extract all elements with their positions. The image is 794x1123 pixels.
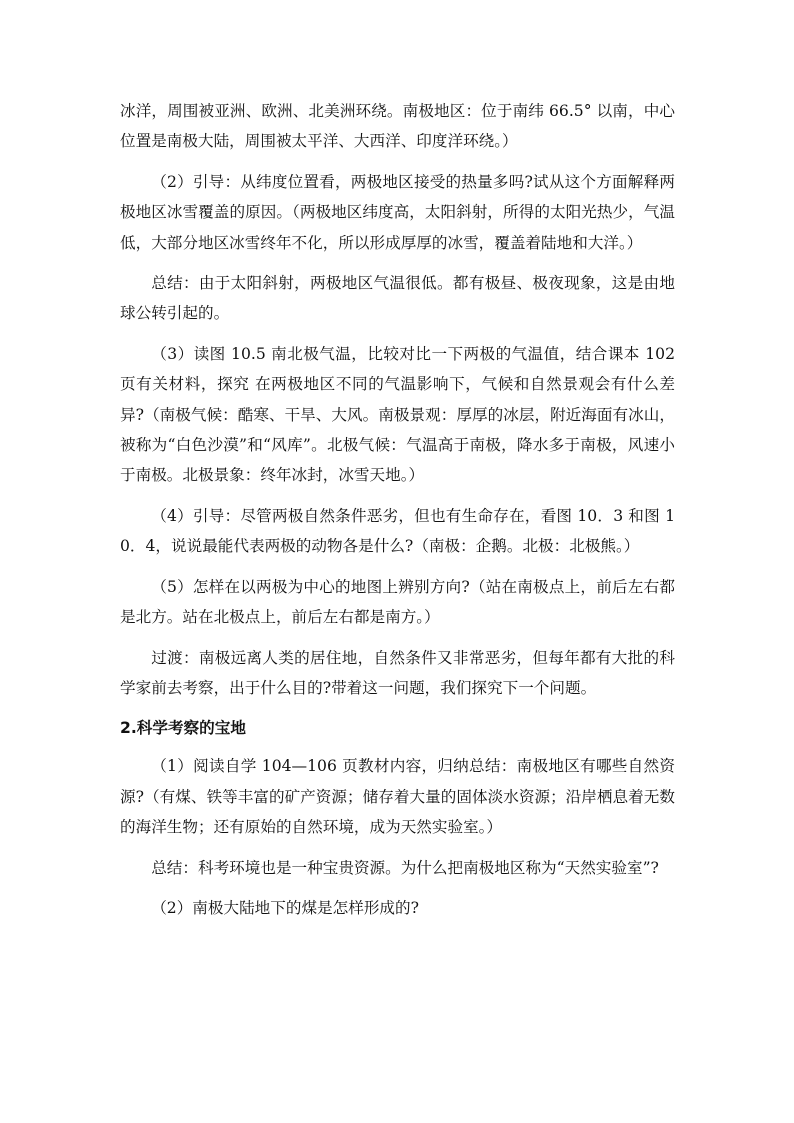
section-heading: 2.科学考察的宝地	[120, 719, 246, 738]
paragraph-section2-question-2: （2）南极大陆地下的煤是怎样形成的?	[151, 898, 419, 917]
document-page	[120, 96, 675, 933]
paragraph-summary-1: 总结：由于太阳斜射，两极地区气温很低。都有极昼、极夜现象，这是由地球公转引起的。	[120, 274, 675, 323]
paragraph-section2-question-1: （1）阅读自学 104—106 页教材内容，归纳总结：南极地区有哪些自然资源?（有煤、铁等丰富的矿产资源；储存着大量的固体淡水资源；沿岸栖息着无数的海洋生物；还有原始的自然环境，成为天然实验室。）	[120, 757, 675, 837]
paragraph-question-5: （5）怎样在以两极为中心的地图上辨别方向?（站在南极点上，前后左右都是北方。站在北极点上，前后左右都是南方。）	[120, 577, 675, 627]
paragraph-continuation: 冰洋，周围被亚洲、欧洲、北美洲环绕。南极地区：位于南纬 66.5° 以南，中心位置是南极大陆，周围被太平洋、大西洋、印度洋环绕。）	[120, 102, 675, 151]
paragraph-section2-summary: 总结：科考环境也是一种宝贵资源。为什么把南极地区称为“天然实验室”?	[151, 858, 659, 877]
paragraph-question-4: （4）引导：尽管两极自然条件恶劣，但也有生命存在，看图 10．3 和图 10．4，说说最能代表两极的动物各是什么?（南极：企鹅。北极：北极熊。）	[120, 506, 675, 556]
paragraph-question-2: （2）引导：从纬度位置看，两极地区接受的热量多吗?试从这个方面解释两极地区冰雪覆盖的原因。（两极地区纬度高，太阳斜射，所得的太阳光热少，气温低，大部分地区冰雪终年不化，所以形成厚厚的冰雪，覆盖着陆地和大洋。）	[120, 172, 675, 252]
paragraph-transition: 过渡：南极远离人类的居住地，自然条件又非常恶劣，但每年都有大批的科学家前去考察，出于什么目的?带着这一问题，我们探究下一个问题。	[120, 648, 675, 697]
paragraph-question-3: （3）读图 10.5 南北极气温，比较对比一下两极的气温值，结合课本 102 页有关材料，探究 在两极地区不同的气温影响下，气候和自然景观会有什么差异?（南极气候：酷寒、干旱、大风。南极景观：厚厚的冰层，附近海面有冰山，被称为“白色沙漠”和“风库”。北极气候：气温高于南极，降水多于南极，风速小于南极。北极景象：终年冰封，冰雪天地。）	[120, 344, 675, 485]
